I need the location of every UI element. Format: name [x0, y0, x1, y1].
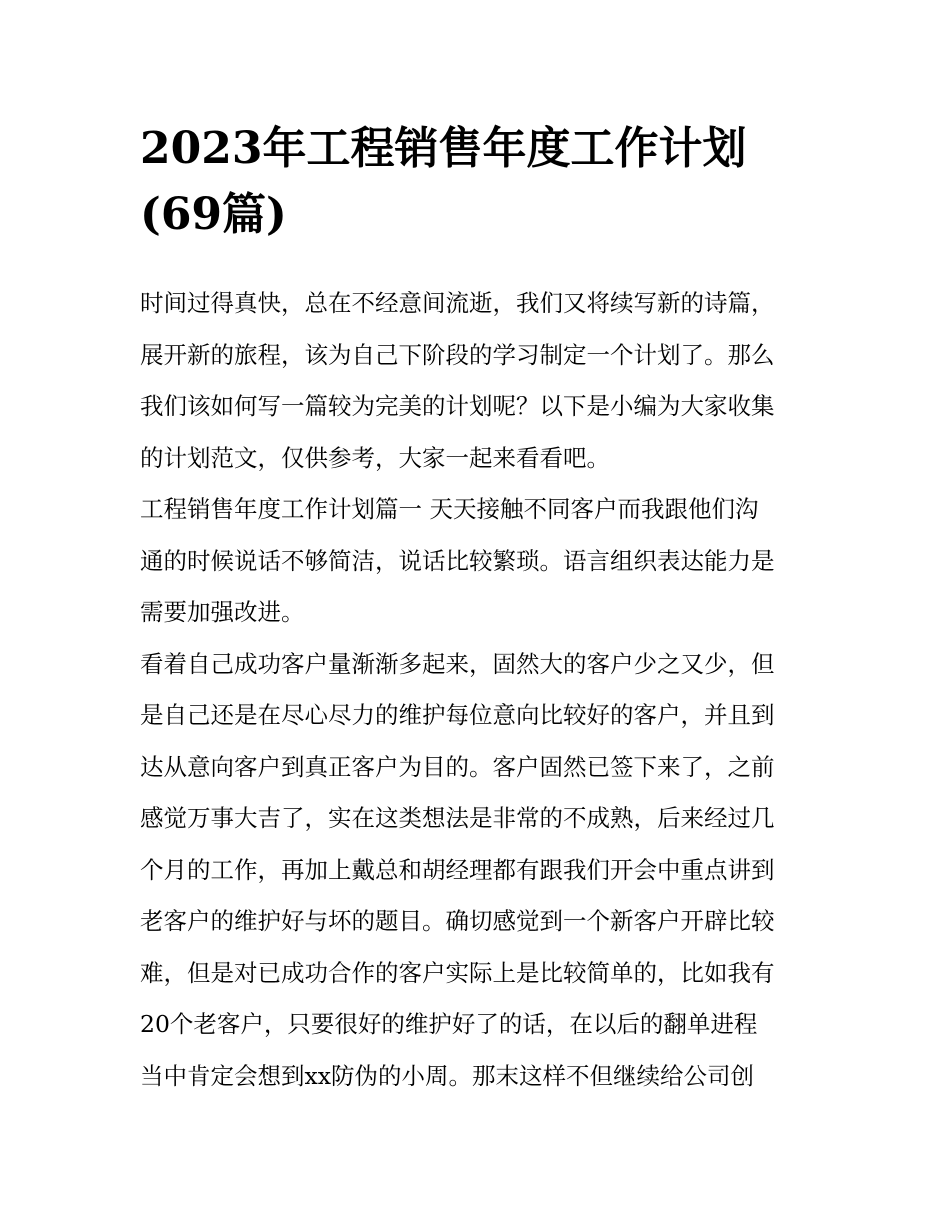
body-line: 20个老客户，只要很好的维护好了的话，在以后的翻单进程 [140, 1010, 758, 1038]
body-line: 当中肯定会想到xx防伪的小周。那末这样不但继续给公司创 [140, 1061, 755, 1090]
document-body [140, 278, 830, 1102]
body-line: 需要加强改进。 [140, 598, 305, 626]
body-line: 看着自己成功客户量渐渐多起来，固然大的客户少之又少，但 [140, 649, 775, 678]
body-line: 的计划范文，仅供参考，大家一起来看看吧。 [140, 443, 610, 472]
body-line: 工程销售年度工作计划篇一 天天接触不同客户而我跟他们沟 [140, 495, 759, 523]
body-line: 难，但是对已成功合作的客户实际上是比较简单的，比如我有 [140, 958, 775, 987]
body-line: 通的时候说话不够简洁，说话比较繁琐。语言组织表达能力是 [140, 546, 775, 575]
body-line: 时间过得真快，总在不经意间流逝，我们又将续写新的诗篇， [140, 289, 775, 317]
body-line: 我们该如何写一篇较为完美的计划呢？以下是小编为大家收集 [140, 392, 775, 420]
body-line: 老客户的维护好与坏的题目。确切感觉到一个新客户开辟比较 [140, 907, 775, 935]
body-line: 个月的工作，再加上戴总和胡经理都有跟我们开会中重点讲到 [140, 855, 775, 884]
document-title [140, 116, 830, 248]
title-line: (69篇) [140, 189, 287, 240]
body-line: 感觉万事大吉了，实在这类想法是非常的不成熟，后来经过几 [140, 804, 775, 832]
title-line: 2023年工程销售年度工作计划 [140, 123, 747, 174]
body-line: 达从意向客户到真正客户为目的。客户固然已签下来了，之前 [140, 752, 775, 781]
body-line: 是自己还是在尽心尽力的维护每位意向比较好的客户，并且到 [140, 701, 775, 729]
body-line: 展开新的旅程，该为自己下阶段的学习制定一个计划了。那么 [140, 340, 775, 369]
